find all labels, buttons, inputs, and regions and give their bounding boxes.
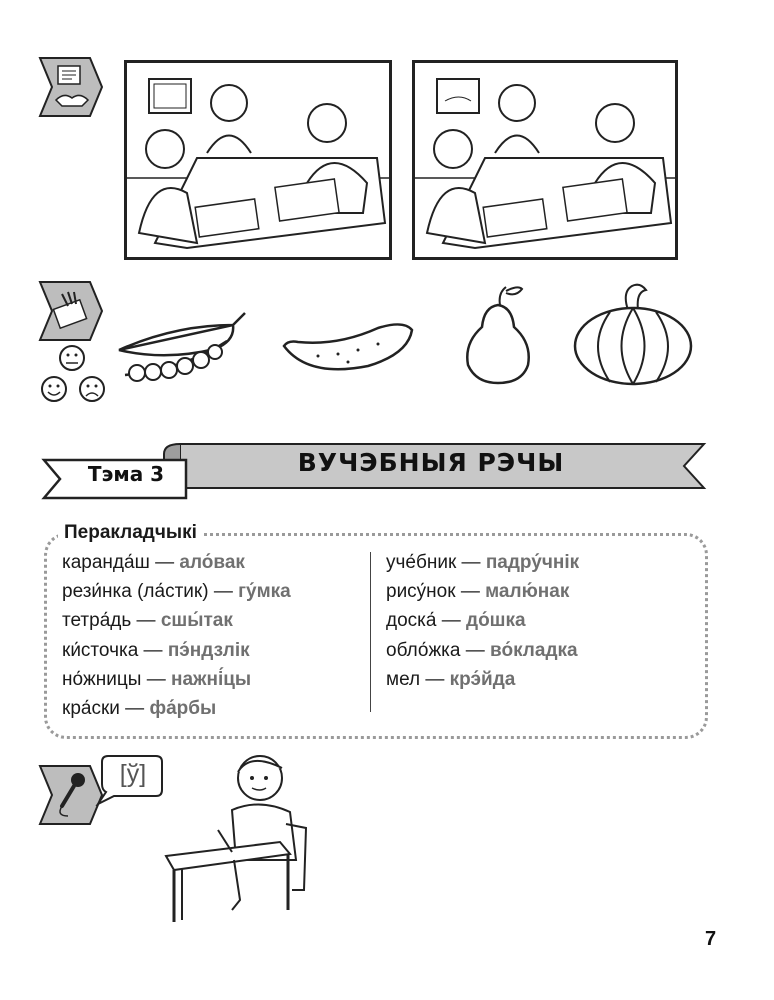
classroom-picture-left — [124, 60, 392, 260]
happy-smiley-icon — [42, 377, 66, 401]
pear-picture — [460, 283, 536, 387]
theme-title: ВУЧЭБНЫЯ РЭЧЫ — [297, 448, 565, 477]
vocab-row: мел — крэ́йда — [386, 668, 516, 690]
vocab-row: кра́ски — фа́рбы — [62, 698, 217, 720]
vocab-row: ки́сточка — пэ́ндзлік — [62, 639, 250, 661]
cucumber-picture — [278, 318, 418, 380]
vocab-row: доска́ — до́шка — [386, 610, 526, 632]
belarusian-word: малю́нак — [485, 581, 570, 603]
vocab-row: но́жницы — нажні́цы — [62, 668, 252, 690]
vocab-row: рези́нка (ла́стик) — гу́мка — [62, 581, 291, 603]
compare-pictures-task-marker — [38, 56, 104, 118]
sad-smiley-icon — [80, 377, 104, 401]
belarusian-word: фа́рбы — [149, 698, 217, 720]
belarusian-word: во́кладка — [490, 639, 578, 661]
belarusian-word: нажні́цы — [170, 668, 252, 690]
neutral-smiley-icon — [60, 346, 84, 370]
classroom-picture-right — [412, 60, 678, 260]
vocab-row: тетра́дь — сшы́так — [62, 610, 233, 632]
vocab-row: каранда́ш — ало́вак — [62, 552, 245, 573]
belarusian-word: ало́вак — [179, 552, 245, 573]
vocabulary-left-column — [62, 548, 291, 723]
vocab-row: уче́бник — падру́чнік — [386, 552, 580, 573]
page-number: 7 — [705, 928, 717, 950]
vocabulary-right-column — [386, 548, 579, 694]
pumpkin-picture — [570, 282, 696, 386]
theme-number-label: Тэма 3 — [87, 462, 165, 486]
column-divider — [370, 552, 371, 712]
belarusian-word: пэ́ндзлік — [167, 639, 250, 661]
sorting-task-marker — [38, 280, 104, 342]
smiley-icons — [38, 344, 112, 410]
belarusian-word: крэ́йда — [449, 668, 516, 690]
belarusian-word: падру́чнік — [485, 552, 580, 573]
sound-symbol: [ў] — [119, 760, 147, 788]
belarusian-word: сшы́так — [160, 610, 233, 632]
vocab-row: обло́жка — во́кладка — [386, 639, 578, 661]
belarusian-word: до́шка — [466, 610, 526, 632]
pea-pod-picture — [115, 305, 251, 385]
vocabulary-heading: Перакладчыкі — [58, 522, 203, 544]
boy-at-desk-picture — [160, 750, 312, 926]
vocab-row: рису́нок — малю́нак — [386, 581, 570, 603]
belarusian-word: гу́мка — [238, 581, 291, 603]
